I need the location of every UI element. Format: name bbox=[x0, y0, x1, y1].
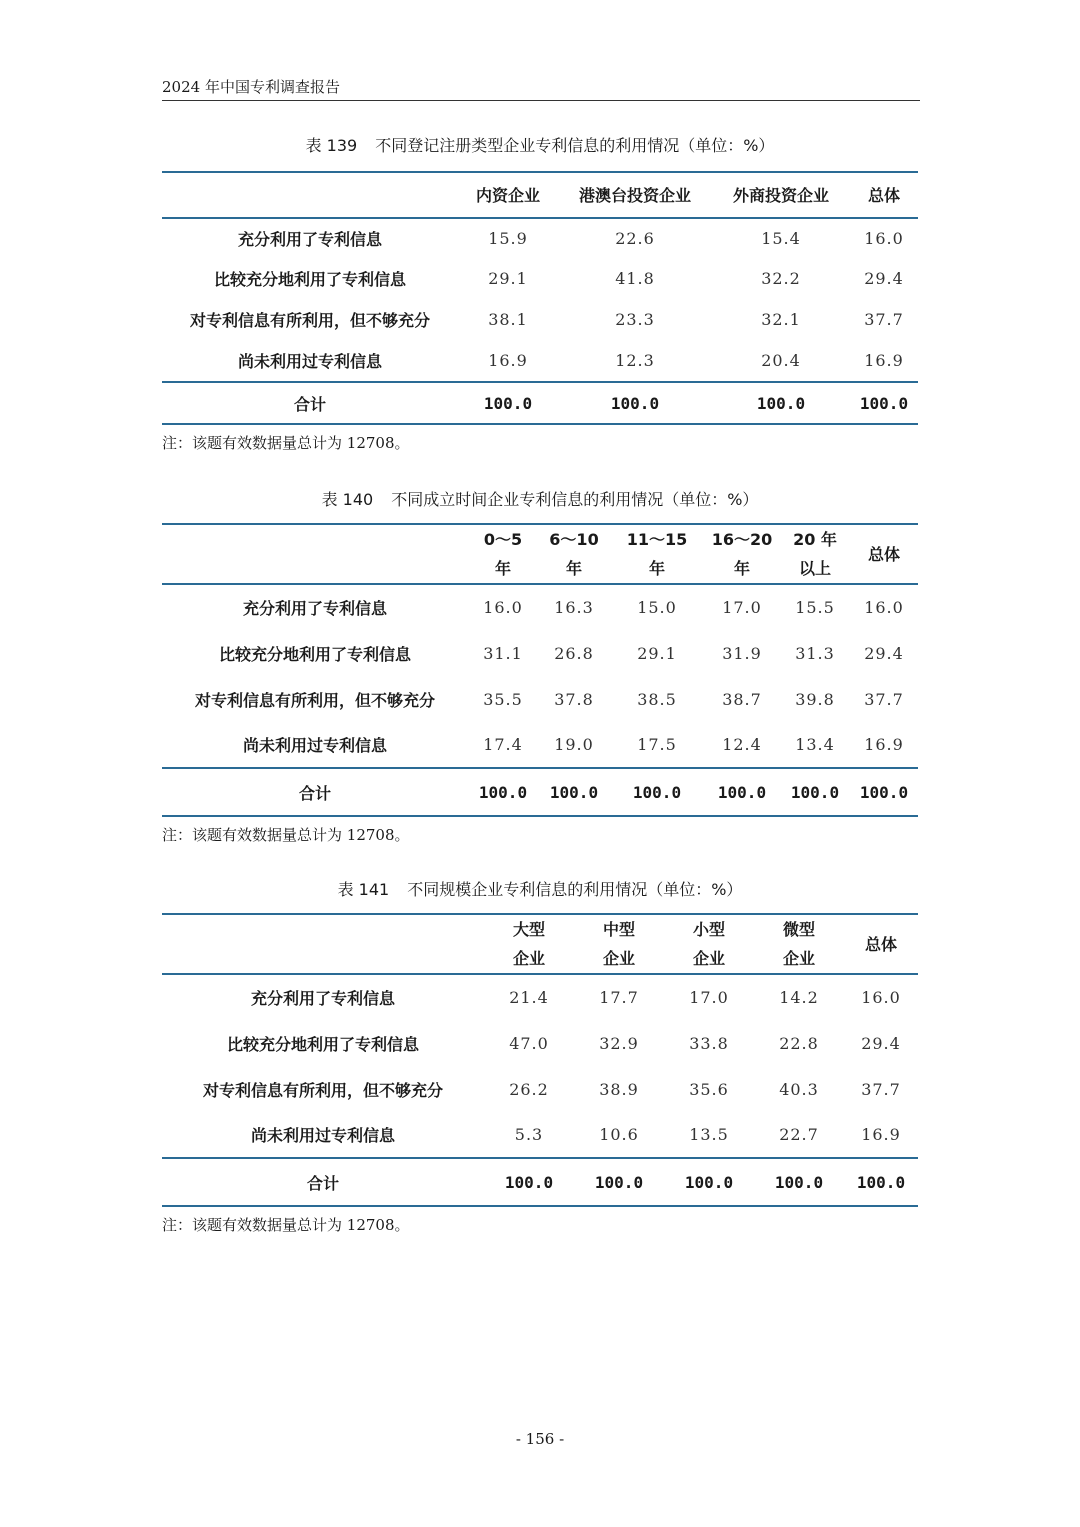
cell-value: 37.7 bbox=[864, 689, 904, 709]
total-label: 合计 bbox=[162, 382, 458, 424]
table-title: 不同规模企业专利信息的利用情况（单位：%） bbox=[407, 880, 743, 899]
column-header-line: 企业 bbox=[602, 949, 635, 968]
total-row bbox=[162, 1158, 918, 1206]
cell-value: 16.9 bbox=[861, 1125, 901, 1144]
row-label: 充分利用了专利信息 bbox=[250, 989, 395, 1008]
cell-value: 16.0 bbox=[864, 598, 904, 617]
total-value: 100.0 bbox=[484, 1158, 574, 1206]
cell-value: 17.5 bbox=[637, 735, 677, 754]
data-table bbox=[162, 913, 918, 1207]
total-row bbox=[162, 768, 918, 816]
table-139-block bbox=[162, 135, 918, 453]
cell-value: 32.9 bbox=[599, 1033, 639, 1053]
table-row bbox=[162, 676, 918, 722]
table-140-block bbox=[162, 489, 918, 845]
total-value: 100.0 bbox=[574, 1158, 664, 1206]
cell-value: 23.3 bbox=[615, 310, 655, 329]
cell-value: 20.4 bbox=[761, 351, 801, 370]
table-number: 表 139 bbox=[305, 136, 358, 155]
cell-value: 21.4 bbox=[509, 988, 549, 1007]
cell-value: 5.3 bbox=[514, 1125, 544, 1144]
column-header bbox=[704, 524, 780, 584]
table-row bbox=[162, 299, 918, 340]
table-row bbox=[162, 258, 918, 299]
total-value: 100.0 bbox=[538, 768, 610, 816]
table-row bbox=[162, 722, 918, 768]
total-label: 合计 bbox=[162, 768, 468, 816]
column-header bbox=[468, 524, 538, 584]
row-label: 对专利信息有所利用，但不够充分 bbox=[202, 1080, 443, 1100]
cell-value: 39.8 bbox=[795, 689, 835, 709]
table-141-block bbox=[162, 879, 918, 1235]
column-header-line: 大型 bbox=[512, 920, 545, 939]
header-empty bbox=[162, 172, 458, 218]
table-row bbox=[162, 1112, 918, 1158]
cell-value: 15.0 bbox=[637, 598, 677, 617]
table-row bbox=[162, 218, 918, 258]
total-value: 100.0 bbox=[458, 382, 558, 424]
total-value: 100.0 bbox=[558, 382, 712, 424]
cell-value: 16.3 bbox=[554, 598, 594, 617]
row-label: 比较充分地利用了专利信息 bbox=[218, 644, 411, 664]
page-number: - 156 - bbox=[515, 1430, 565, 1448]
table-caption bbox=[162, 135, 918, 157]
total-value: 100.0 bbox=[780, 768, 850, 816]
table-title: 不同登记注册类型企业专利信息的利用情况（单位：%） bbox=[375, 136, 775, 155]
column-header-line: 企业 bbox=[692, 949, 725, 968]
column-header-line: 以上 bbox=[798, 559, 831, 578]
cell-value: 15.4 bbox=[761, 229, 801, 248]
column-header: 总体 bbox=[850, 172, 918, 218]
cell-value: 19.0 bbox=[554, 735, 594, 754]
row-label: 比较充分地利用了专利信息 bbox=[213, 270, 406, 289]
total-value: 100.0 bbox=[712, 382, 850, 424]
cell-value: 38.7 bbox=[722, 689, 762, 709]
table-title: 不同成立时间企业专利信息的利用情况（单位：%） bbox=[391, 490, 759, 509]
column-header-line: 年 bbox=[565, 559, 582, 578]
cell-value: 47.0 bbox=[509, 1033, 549, 1053]
cell-value: 31.9 bbox=[722, 643, 762, 663]
total-value: 100.0 bbox=[844, 1158, 918, 1206]
table-row bbox=[162, 630, 918, 676]
table-number: 表 140 bbox=[321, 490, 374, 509]
cell-value: 12.4 bbox=[722, 735, 762, 754]
cell-value: 32.2 bbox=[761, 269, 801, 288]
cell-value: 16.9 bbox=[864, 351, 904, 370]
column-header-line: 微型 bbox=[782, 920, 815, 939]
total-value: 100.0 bbox=[754, 1158, 844, 1206]
column-header-line: 总体 bbox=[864, 934, 897, 954]
cell-value: 38.9 bbox=[599, 1079, 639, 1099]
column-header bbox=[844, 914, 918, 974]
column-header-line: 企业 bbox=[512, 949, 545, 968]
total-value: 100.0 bbox=[850, 768, 918, 816]
cell-value: 16.0 bbox=[861, 988, 901, 1007]
cell-value: 29.4 bbox=[861, 1033, 901, 1053]
cell-value: 31.1 bbox=[483, 643, 523, 663]
total-value: 100.0 bbox=[704, 768, 780, 816]
row-label: 尚未利用过专利信息 bbox=[242, 736, 387, 755]
cell-value: 22.7 bbox=[779, 1125, 819, 1144]
column-header bbox=[664, 914, 754, 974]
cell-value: 17.4 bbox=[483, 735, 523, 754]
data-table bbox=[162, 523, 918, 817]
table-caption bbox=[162, 879, 918, 901]
cell-value: 13.5 bbox=[689, 1125, 729, 1144]
cell-value: 29.1 bbox=[637, 643, 677, 663]
column-header bbox=[610, 524, 704, 584]
column-header bbox=[484, 914, 574, 974]
cell-value: 12.3 bbox=[615, 351, 655, 370]
header-row bbox=[162, 914, 918, 974]
total-row bbox=[162, 382, 918, 424]
column-header bbox=[850, 524, 918, 584]
row-label: 对专利信息有所利用，但不够充分 bbox=[189, 311, 430, 330]
header-row bbox=[162, 172, 918, 218]
table-row bbox=[162, 340, 918, 382]
cell-value: 16.0 bbox=[864, 229, 904, 248]
column-header-line: 年 bbox=[733, 559, 750, 578]
column-header-line: 年 bbox=[648, 559, 665, 578]
total-value: 100.0 bbox=[850, 382, 918, 424]
row-label: 尚未利用过专利信息 bbox=[237, 352, 382, 371]
cell-value: 17.0 bbox=[722, 598, 762, 617]
cell-value: 38.5 bbox=[637, 689, 677, 709]
cell-value: 37.7 bbox=[861, 1079, 901, 1099]
column-header-line: 6～10 bbox=[549, 530, 599, 549]
column-header bbox=[538, 524, 610, 584]
cell-value: 15.5 bbox=[795, 598, 835, 617]
cell-value: 38.1 bbox=[488, 310, 528, 329]
data-table bbox=[162, 171, 918, 425]
cell-value: 32.1 bbox=[761, 310, 801, 329]
column-header-line: 0～5 bbox=[483, 530, 523, 549]
cell-value: 16.9 bbox=[864, 735, 904, 754]
cell-value: 41.8 bbox=[615, 269, 655, 288]
column-header: 外商投资企业 bbox=[712, 172, 850, 218]
row-label: 比较充分地利用了专利信息 bbox=[226, 1034, 419, 1054]
cell-value: 29.4 bbox=[864, 269, 904, 288]
column-header-line: 11～15 bbox=[626, 530, 688, 549]
cell-value: 17.0 bbox=[689, 988, 729, 1007]
column-header-line: 16～20 bbox=[711, 530, 773, 549]
cell-value: 29.4 bbox=[864, 643, 904, 663]
total-label: 合计 bbox=[162, 1158, 484, 1206]
cell-value: 14.2 bbox=[779, 988, 819, 1007]
column-header-line: 总体 bbox=[867, 544, 900, 564]
column-header-line: 小型 bbox=[692, 920, 725, 939]
column-header bbox=[754, 914, 844, 974]
cell-value: 15.9 bbox=[488, 229, 528, 248]
cell-value: 22.6 bbox=[615, 229, 655, 248]
column-header-line: 中型 bbox=[602, 920, 635, 939]
cell-value: 40.3 bbox=[779, 1079, 819, 1099]
cell-value: 37.7 bbox=[864, 310, 904, 329]
cell-value: 37.8 bbox=[554, 689, 594, 709]
row-label: 尚未利用过专利信息 bbox=[250, 1126, 395, 1145]
cell-value: 10.6 bbox=[599, 1125, 639, 1144]
cell-value: 13.4 bbox=[795, 735, 835, 754]
cell-value: 26.2 bbox=[509, 1079, 549, 1099]
cell-value: 17.7 bbox=[599, 988, 639, 1007]
column-header-line: 20 年 bbox=[793, 530, 837, 549]
total-value: 100.0 bbox=[468, 768, 538, 816]
row-label: 对专利信息有所利用，但不够充分 bbox=[194, 690, 435, 710]
cell-value: 16.0 bbox=[483, 598, 523, 617]
column-header bbox=[574, 914, 664, 974]
table-note: 注：该题有效数据量总计为 12708。 bbox=[162, 434, 410, 452]
running-header-title: 2024 年中国专利调查报告 bbox=[162, 78, 340, 96]
column-header: 内资企业 bbox=[458, 172, 558, 218]
cell-value: 22.8 bbox=[779, 1033, 819, 1053]
column-header: 港澳台投资企业 bbox=[558, 172, 712, 218]
table-row bbox=[162, 1066, 918, 1112]
cell-value: 35.5 bbox=[483, 689, 523, 709]
column-header-line: 年 bbox=[494, 559, 511, 578]
table-caption bbox=[162, 489, 918, 511]
cell-value: 31.3 bbox=[795, 643, 835, 663]
table-row bbox=[162, 974, 918, 1020]
row-label: 充分利用了专利信息 bbox=[242, 599, 387, 618]
row-label: 充分利用了专利信息 bbox=[237, 230, 382, 249]
table-row bbox=[162, 1020, 918, 1066]
cell-value: 26.8 bbox=[554, 643, 594, 663]
header-empty bbox=[162, 524, 468, 584]
cell-value: 29.1 bbox=[488, 269, 528, 288]
table-number: 表 141 bbox=[337, 880, 390, 899]
total-value: 100.0 bbox=[610, 768, 704, 816]
total-value: 100.0 bbox=[664, 1158, 754, 1206]
cell-value: 16.9 bbox=[488, 351, 528, 370]
table-note: 注：该题有效数据量总计为 12708。 bbox=[162, 826, 410, 844]
column-header bbox=[780, 524, 850, 584]
table-note: 注：该题有效数据量总计为 12708。 bbox=[162, 1216, 410, 1234]
cell-value: 33.8 bbox=[689, 1033, 729, 1053]
column-header-line: 企业 bbox=[782, 949, 815, 968]
header-row bbox=[162, 524, 918, 584]
header-empty bbox=[162, 914, 484, 974]
running-header bbox=[162, 76, 920, 101]
cell-value: 35.6 bbox=[689, 1079, 729, 1099]
table-row bbox=[162, 584, 918, 630]
